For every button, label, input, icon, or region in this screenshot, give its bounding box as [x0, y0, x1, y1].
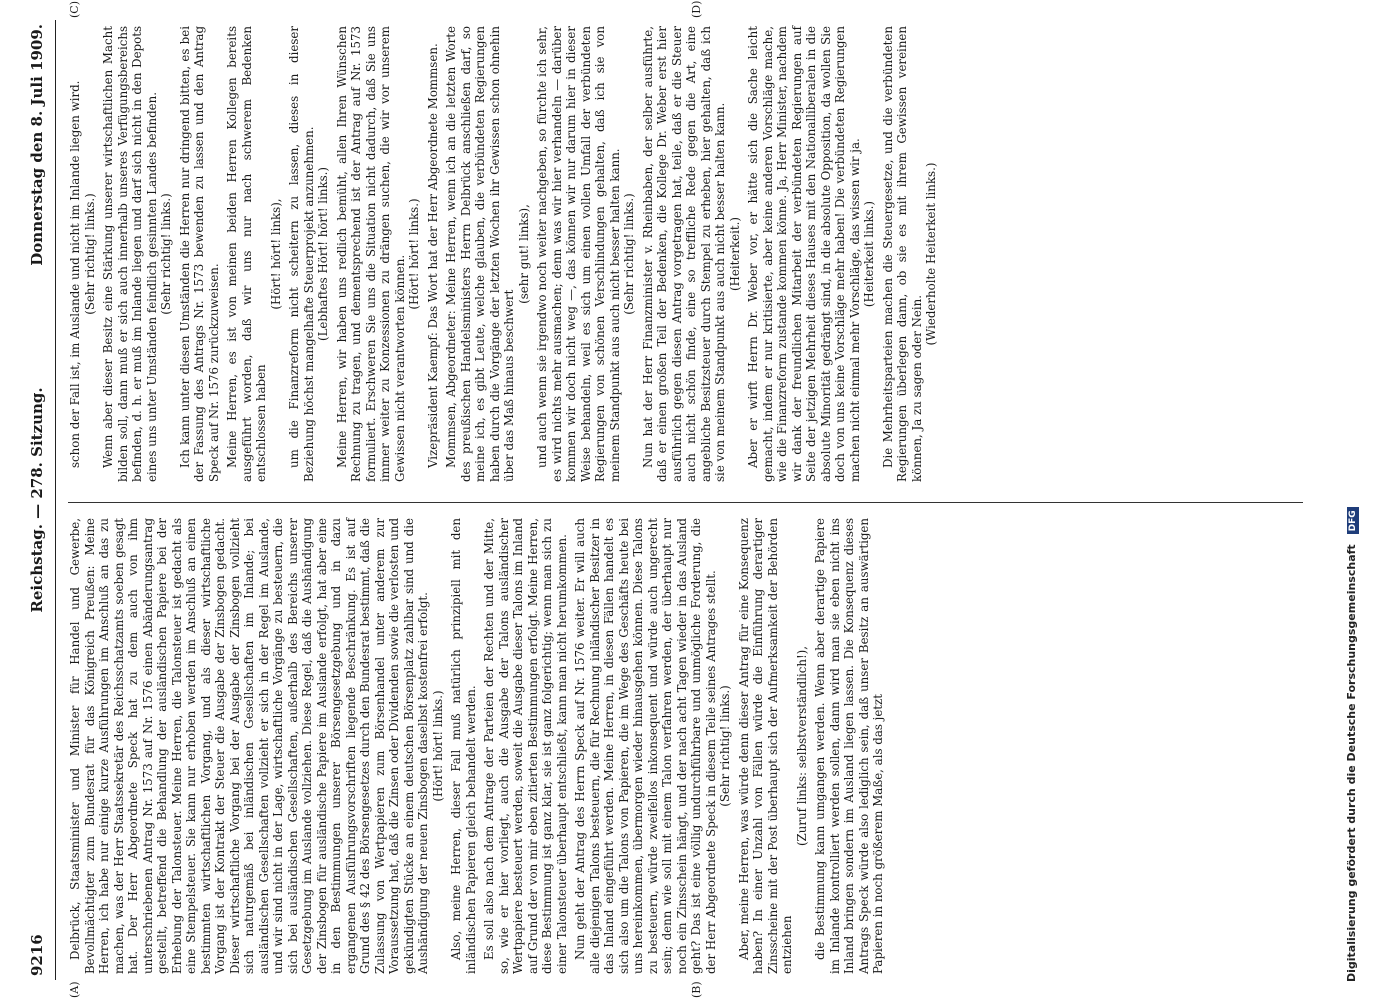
right-column — [68, 26, 1303, 482]
margin-label-c: (C) — [68, 1, 81, 18]
right-column-paragraph: (Wiederholte Heiterkeit links.) — [924, 162, 938, 346]
right-column-paragraph: (Hört! hört! links.) — [407, 198, 421, 310]
right-column-paragraph: (Sehr richtig! links.) — [159, 193, 173, 315]
left-column-paragraph: Aber, meine Herren, was würde denn dieser Antrag für eine Konsequenz haben? In einer Unzahl von Fällen würde die Einführung derartiger Zinsscheine mit der Post überhaupt sich der Aufmerksamkeit der Behörden entziehen — [736, 518, 794, 974]
credit-text: Digitalisierung gefördert durch die Deutsche Forschungsgemeinschaft — [1345, 544, 1358, 982]
left-column-paragraph: (Zuruf links: selbstverständlich!), — [794, 645, 809, 847]
right-column-paragraph: Ich kann unter diesen Umständen die Herren nur dringend bitten, es bei der Fassung des Antrags Nr. 1573 bewenden zu lassen und den Antrag Speck auf Nr. 1576 zurückzuweisen. — [177, 26, 221, 482]
margin-label-d: (D) — [690, 0, 703, 18]
page-number: 9216 — [28, 934, 46, 976]
left-column-paragraph: Nun geht der Antrag des Herrn Speck auf Nr. 1576 weiter. Er will auch alle diejenigen Talons besteuern, die für Rechnung inländischer Besitzer in das Inland eingeführt werden. Meine Herren, in diesen Fällen handelt es sich also um die Talons von Papieren, die im Wege des Geschäfts heute bei uns hereinkommen, übermorgen wieder hinausgehen können. Diese Talons zu besteuern, würde zweifellos inkonsequent und würde auch ungerecht sein; denn wie soll mit einem Talon verfahren werden, der überhaupt nur noch ein Zinsschein hängt, und der nach acht Tagen wieder in das Ausland geht? Das ist eine völlig undurchführbare und unmögliche Forderung, die der Herr Abgeordnete Speck in diesem Teile seines Antrages stellt. — [573, 518, 718, 974]
session-title: Reichstag. — 278. Sitzung. — [28, 387, 46, 613]
header-rule — [55, 20, 56, 980]
margin-label-b: (B) — [690, 981, 703, 998]
margin-label-a: (A) — [68, 981, 81, 998]
left-column-paragraph: Also, meine Herren, dieser Fall muß natürlich prinzipiell mit den inländischen Papieren gleich behandelt werden. — [449, 518, 478, 974]
right-column-paragraph: (Heiterkeit links.) — [862, 200, 876, 308]
digitization-credit — [1345, 507, 1359, 982]
right-column-paragraph: (Sehr richtig! links.) — [82, 193, 97, 315]
right-column-paragraph: (Lebhaftes Hört! hört! links.) — [316, 166, 330, 342]
right-column-paragraph: (Heiterkeit.) — [727, 217, 742, 292]
right-column-paragraph: Vizepräsident Kaempf: Das Wort hat der Herr Abgeordnete Mommsen. — [425, 43, 440, 468]
right-column-paragraph: Aber er wirft Herrn Dr. Weber vor, er hätte sich die Sache leicht gemacht, indem er nur kritisierte, aber keine anderen Vorschläge mache, wie die Finanzreform zustande kommen könne. Ja, Herr Minister, nachdem wir dank der freundlichen Mitarbeit der verbündeten Regierungen auf Seite der jetzigen Mehrheit dieses Hauses mit den Nationalliberalen in die absolute Minorität gedrängt sind, in die absolute Opposition, da wollen Sie doch von uns keine Vorschläge mehr haben! Die verbündeten Regierungen machen nicht einmal mehr Vorschläge, das wissen wir ja. — [746, 26, 862, 482]
right-column-paragraph: Nun hat der Herr Finanzminister v. Rheinbaben, der selber ausführte, daß er einen großen Teil der Bedenken, die Kollege Dr. Weber erst hier ausführlich gegen diesen Antrag vorgetragen hat, teile, daß er die Steuer auch nicht schön finde, eine so treffliche Rede gegen die Art, eine angebliche Besitzsteuer durch Stempel zu erheben, hier gehalten, daß ich sie von meinem Standpunkt aus auch nicht besser halten kann. — [640, 26, 727, 482]
column-divider — [68, 502, 1303, 503]
dfg-logo: DFG — [1347, 507, 1359, 534]
right-column-paragraph: Wenn aber dieser Besitz eine Stärkung unserer wirtschaftlichen Macht bilden soll, dann muß er sich auch innerhalb unseres Verfügungsbereichs befinden, d. h. er muß im Inlande liegen und darf sich nicht in den Depots eines uns unter Umständen feindlich gesinnten Landes befinden. — [101, 26, 159, 482]
left-column-paragraph: die Bestimmung kann umgangen werden. Wenn aber derartige Papiere im Inlande kontrolliert werden sollen, dann wird man sie eben nicht ins Inland bringen sondern im Ausland liegen lassen. Die Konsequenz dieses Antrags Speck würde also lediglich sein, daß unser Besitz an auswärtigen Papieren in noch größerem Maße, als das jetzt — [813, 518, 885, 974]
left-column — [68, 518, 1303, 974]
right-column-paragraph: um die Finanzreform nicht scheitern zu lassen, dieses in dieser Beziehung höchst mangelhafte Steuerprojekt anzunehmen. — [287, 26, 316, 482]
left-column-paragraph: Delbrück, Staatsminister und Minister für Handel und Gewerbe, Bevollmächtigter zum Bundesrat für das Königreich Preußen: Meine Herren, ich habe nur einige kurze Ausführungen im Anschluß an das zu machen, was der Herr Staatssekretär des Reichsschatzamts soeben gesagt hat. Der Herr Abgeordnete Speck hat zu dem auch von ihm unterschriebenen Antrag Nr. 1573 auf Nr. 1576 einen Abänderungsantrag gestellt, betreffend die Behandlung der ausländischen Papiere bei der Erhebung der Talonsteuer. Meine Herren, die Talonsteuer ist gedacht als eine Stempelsteuer. Sie kann nur erhoben werden im Anschluß an einen bestimmten wirtschaftlichen Vorgang, und als dieser wirtschaftliche Vorgang ist der Kontrakt der Steuer die Ausgabe der Zinsbogen gedacht. Dieser wirtschaftliche Vorgang bei der Ausgabe der Zinsbogen vollzieht sich naturgemäß bei inländischen Gesellschaften im Inlande; bei ausländischen Gesellschaften vollzieht er sich in der Regel im Auslande, und wir sind nicht in der Lage, wirtschaftliche Vorgänge zu besteuern, die sich bei ausländischen Gesellschaften, außerhalb des Bereichs unserer Gesetzgebung im Auslande vollziehen. Diese Regel, daß die Aushändigung der Zinsbogen für ausländische Papiere im Auslande erfolgt, hat aber eine in den Bestimmungen unserer Börsengesetzgebung und in dazu ergangenen Ausführungsvorschriften liegende Beschränkung. Es ist auf Grund des § 42 des Börsengesetzes durch den Bundesrat bestimmt, daß die Zulassung von Wertpapieren zum Börsenhandel unter anderem zur Voraussetzung hat, daß die Zinsen oder Dividenden sowie die verlosten und gekündigten Stücke an einem deutschen Börsenplatz zahlbar sind und die Aushändigung der neuen Zinsbogen daselbst kostenfrei erfolgt. — [68, 518, 430, 974]
right-column-paragraph: Mommsen, Abgeordneter: Meine Herren, wenn ich an die letzten Worte des preußischen Handelsministers Herrn Delbrück anschließen darf, so meine ich, es gibt Leute, welche glauben, die verbündeten Regierungen haben durch die Vorgänge der letzten Wochen ihr Gewissen schon ohnehin über das Maß hinaus beschwert — [444, 26, 516, 482]
right-column-paragraph: und auch wenn sie irgendwo noch weiter nachgeben, so fürchte ich sehr, es wird nichts mehr ausmachen; denn was wir hier verhandeln — darüber kommen wir doch nicht weg —, das können wir nur darum hier in dieser Weise behandeln, weil es sich um einen vollen Umfall der verbündeten Regierungen von schönen Verschlindungen gehalten, daß ich sie von meinem Standpunkt aus auch nicht besser halten kann. — [535, 26, 622, 482]
right-column-paragraph: Die Mehrheitsparteien machen die Steuergesetze, und die verbündeten Regierungen überlegen dann, ob sie es mit ihrem Gewissen vereinen können, Ja zu sagen oder Nein. — [880, 26, 924, 482]
right-column-paragraph: (Sehr richtig! links.) — [622, 193, 636, 315]
right-column-paragraph: (sehr gut! links), — [516, 204, 531, 304]
right-column-paragraph: (Hört! hört! links), — [268, 198, 283, 310]
session-date: Donnerstag den 8. Juli 1909. — [28, 24, 46, 266]
page-header — [24, 20, 54, 980]
left-column-paragraph: (Sehr richtig! links.) — [718, 685, 732, 807]
left-column-paragraph: Es soll also nach dem Antrage der Parteien der Rechten und der Mitte, so, wie er hier vorliegt, auch die Ausgabe der Talons ausländischer Wertpapiere besteuert werden, soweit die Ausgabe dieser Talons im Inland auf Grund der von mir eben zitierten Bestimmungen erfolgt. Meine Herren, diese Bestimmung ist ganz klar, sie ist ganz folgerichtig; wenn man sich zu einer Talonsteuer überhaupt entschließt, kann man nicht herumkommen. — [482, 518, 569, 974]
left-column-paragraph: (Hört! hört! links.) — [430, 690, 445, 802]
right-column-paragraph: schon der Fall ist, im Auslande und nicht im Inlande liegen wird. — [68, 80, 82, 468]
right-column-paragraph: Meine Herren, es ist von meinen beiden Herren Kollegen bereits ausgeführt worden, daß wir uns nur nach schwerem Bedenken entschlossen haben — [225, 26, 268, 482]
right-column-paragraph: Meine Herren, wir haben uns redlich bemüht, allen Ihren Wünschen Rechnung zu tragen, und dementsprechend ist der Antrag auf Nr. 1573 formuliert. Erschweren Sie uns die Situation nicht dadurch, daß Sie uns immer weiter zu Konzessionen zu drängen suchen, die wir vor unserem Gewissen nicht verantworten können. — [334, 26, 407, 482]
